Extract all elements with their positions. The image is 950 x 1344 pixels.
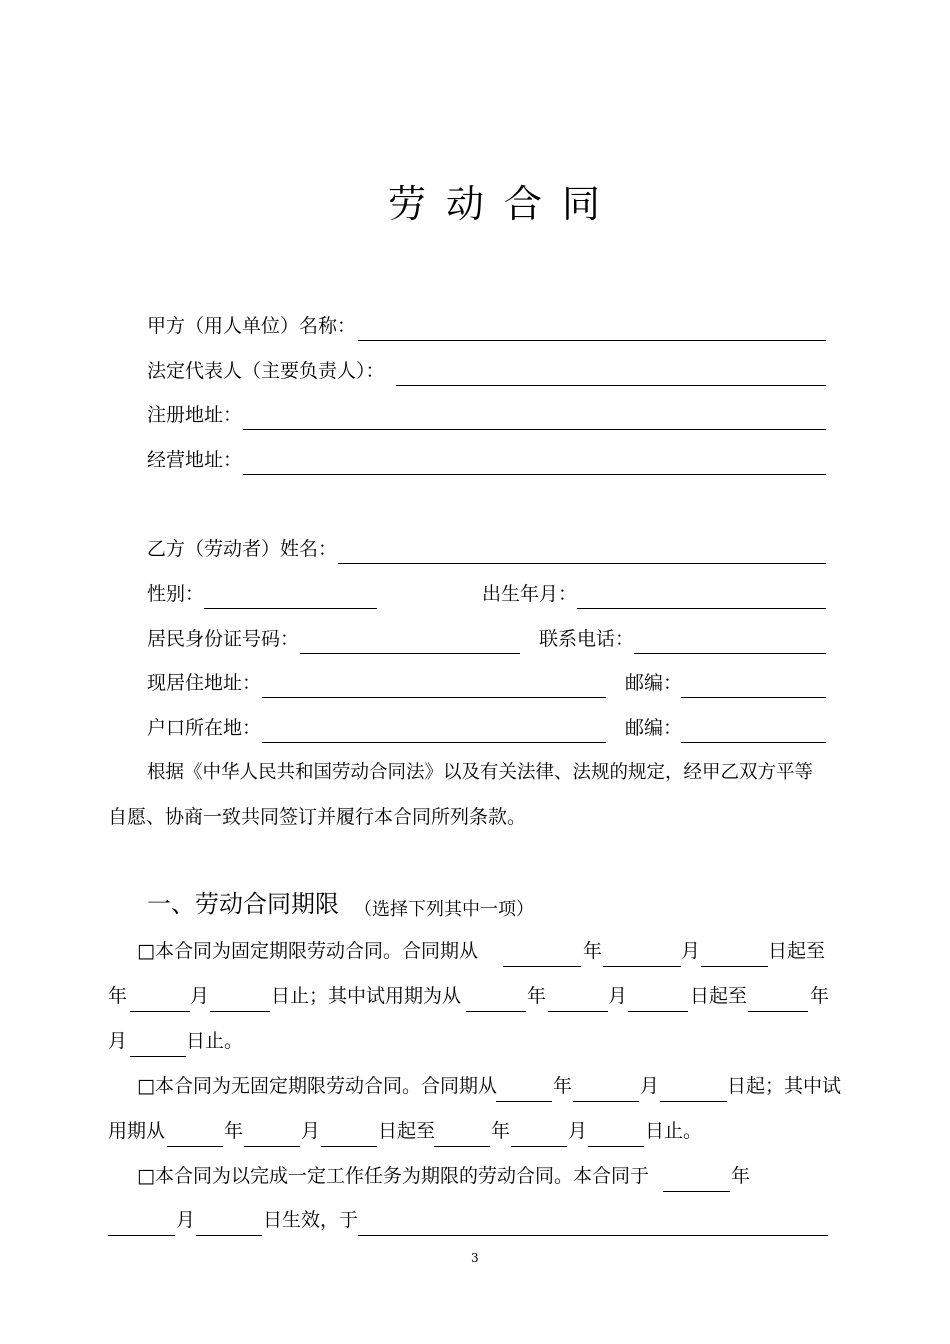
postcode-2-label: 邮编：	[625, 717, 683, 739]
title-char-1: 劳	[388, 182, 429, 226]
hukou-field[interactable]	[262, 742, 606, 743]
task-start-month-field[interactable]	[108, 1235, 175, 1236]
hukou-label: 户口所在地：	[147, 717, 262, 739]
task-effective-text: 日生效，于	[263, 1209, 359, 1231]
party-a-reg-addr-field[interactable]	[243, 429, 826, 430]
fixed-start-month-field[interactable]	[603, 966, 681, 967]
party-a-rep-label: 法定代表人（主要负责人）：	[147, 360, 385, 382]
fixed-start-day-field[interactable]	[701, 966, 768, 967]
postcode-label: 邮编：	[625, 672, 683, 694]
open-probation-start-day-label: 日起至	[378, 1120, 436, 1142]
open-probation-end-year-label: 年	[491, 1120, 511, 1142]
open-probation-end-text: 日止。	[645, 1120, 703, 1142]
party-b-name-label: 乙方（劳动者）姓名：	[147, 538, 338, 560]
party-a-name-label: 甲方（用人单位）名称：	[147, 315, 357, 337]
open-start-day-label: 日起；其中试	[727, 1075, 842, 1097]
option-fixed-term-text[interactable]: □本合同为固定期限劳动合同。合同期从	[137, 940, 478, 962]
probation-start-day-field[interactable]	[628, 1011, 688, 1012]
open-start-day-field[interactable]	[660, 1101, 727, 1102]
party-a-reg-addr-label: 注册地址：	[147, 404, 243, 426]
open-start-month-field[interactable]	[573, 1101, 639, 1102]
open-probation-end-day-field[interactable]	[588, 1146, 644, 1147]
option-open-ended-text[interactable]: □本合同为无固定期限劳动合同。合同期从	[137, 1075, 497, 1097]
probation-start-month-field[interactable]	[548, 1011, 608, 1012]
open-probation-end-month-label: 月	[568, 1120, 588, 1142]
party-a-name-field[interactable]	[358, 340, 826, 341]
party-b-name-field[interactable]	[338, 563, 826, 564]
fixed-start-day-label: 日起至	[768, 940, 826, 962]
gender-field[interactable]	[204, 608, 377, 609]
title-char-3: 合	[504, 182, 545, 226]
probation-end-year-field[interactable]	[748, 1011, 808, 1012]
section-1-heading: 一、劳动合同期限	[147, 890, 339, 918]
id-number-label: 居民身份证号码：	[147, 628, 300, 650]
id-number-field[interactable]	[300, 653, 520, 654]
birth-field[interactable]	[577, 608, 826, 609]
open-start-month-label: 月	[640, 1075, 660, 1097]
open-probation-start-year-field[interactable]	[167, 1146, 223, 1147]
open-probation-start-month-label: 月	[301, 1120, 321, 1142]
probation-start-day-label: 日起至	[690, 985, 748, 1007]
open-probation-label: 用期从	[108, 1120, 166, 1142]
party-a-rep-field[interactable]	[396, 385, 826, 386]
section-1-note: （选择下列其中一项）	[354, 899, 534, 920]
open-start-year-field[interactable]	[496, 1101, 552, 1102]
fixed-end-month-field[interactable]	[210, 1011, 270, 1012]
gender-label: 性别：	[147, 583, 205, 605]
open-probation-start-year-label: 年	[224, 1120, 244, 1142]
party-a-biz-addr-field[interactable]	[243, 474, 826, 475]
task-end-condition-field[interactable]	[358, 1235, 828, 1236]
probation-start-month-label: 月	[608, 985, 628, 1007]
postcode-2-field[interactable]	[681, 742, 826, 743]
fixed-end-month-label: 月	[190, 985, 210, 1007]
fixed-end-text: 日止；其中试用期为从	[271, 985, 462, 1007]
task-start-year-label: 年	[731, 1165, 751, 1187]
intro-line-1: 根据《中华人民共和国劳动合同法》以及有关法律、法规的规定，经甲乙双方平等	[147, 762, 814, 783]
open-start-year-label: 年	[553, 1075, 573, 1097]
birth-label: 出生年月：	[482, 583, 578, 605]
phone-label: 联系电话：	[539, 628, 635, 650]
probation-end-month-label: 月	[108, 1030, 128, 1052]
title-char-4: 同	[562, 182, 603, 226]
open-probation-end-year-field[interactable]	[434, 1146, 490, 1147]
open-probation-end-month-field[interactable]	[511, 1146, 567, 1147]
task-start-month-label: 月	[176, 1209, 196, 1231]
task-start-year-field[interactable]	[663, 1191, 730, 1192]
probation-start-year-label: 年	[527, 985, 547, 1007]
probation-start-year-field[interactable]	[466, 1011, 526, 1012]
title-char-2: 动	[446, 182, 487, 226]
open-probation-start-month-field[interactable]	[244, 1146, 300, 1147]
fixed-start-month-label: 月	[681, 940, 701, 962]
probation-end-month-field[interactable]	[130, 1056, 186, 1057]
phone-field[interactable]	[634, 653, 826, 654]
fixed-end-year-label: 年	[108, 985, 128, 1007]
page-number: 3	[471, 1251, 479, 1265]
current-address-label: 现居住地址：	[147, 672, 262, 694]
fixed-start-year-label: 年	[583, 940, 603, 962]
current-address-field[interactable]	[262, 697, 606, 698]
fixed-start-year-field[interactable]	[503, 966, 581, 967]
probation-end-text: 日止。	[186, 1030, 244, 1052]
task-start-day-field[interactable]	[196, 1235, 262, 1236]
postcode-field[interactable]	[681, 697, 826, 698]
probation-end-year-label: 年	[810, 985, 830, 1007]
party-a-biz-addr-label: 经营地址：	[147, 449, 243, 471]
fixed-end-year-field[interactable]	[130, 1011, 190, 1012]
open-probation-start-day-field[interactable]	[321, 1146, 377, 1147]
intro-line-2: 自愿、协商一致共同签订并履行本合同所列条款。	[108, 806, 527, 828]
option-task-based-text[interactable]: □本合同为以完成一定工作任务为期限的劳动合同。本合同于	[137, 1165, 649, 1187]
